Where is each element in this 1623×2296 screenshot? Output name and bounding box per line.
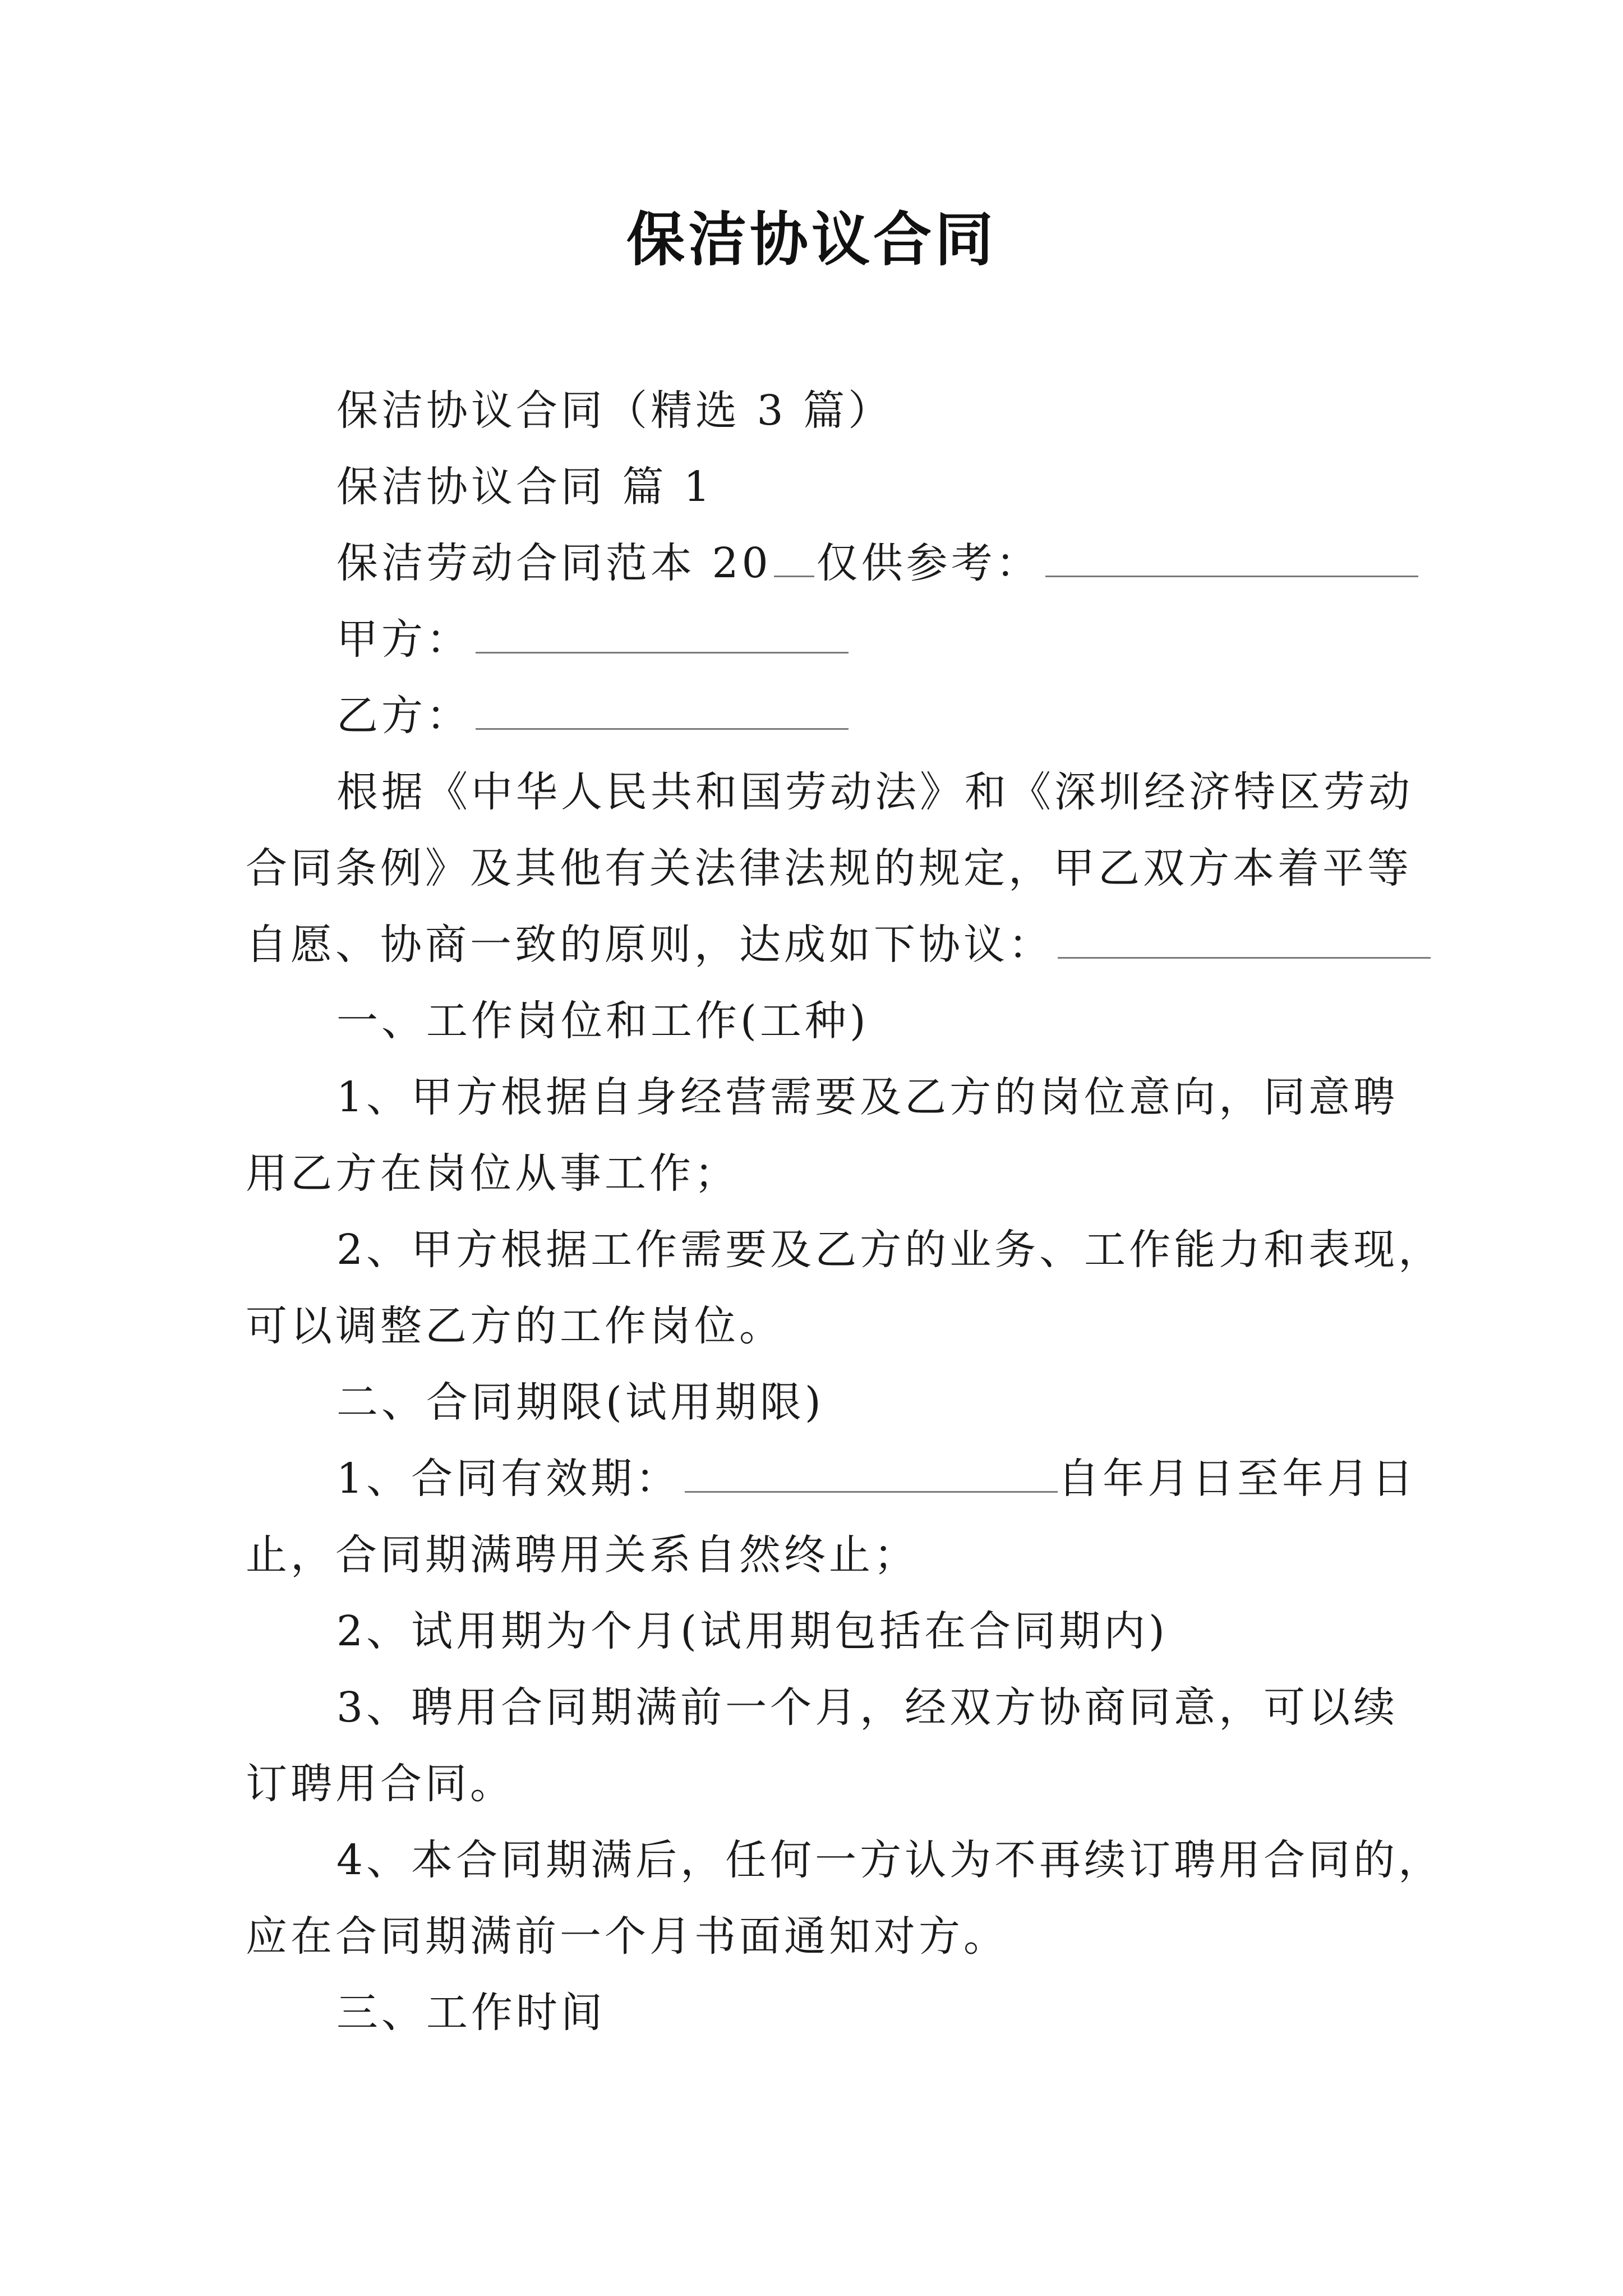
party-a-label: 甲方： — [336, 615, 471, 664]
paragraph-line — [246, 911, 1431, 978]
section-heading: 二、合同期限(试用期限) — [336, 1378, 824, 1427]
paragraph-line: 订聘用合同。 — [246, 1760, 515, 1808]
paragraph-line — [336, 606, 849, 673]
document-title: 保洁协议合同 — [626, 205, 997, 274]
fill-in-blank — [476, 616, 849, 654]
paragraph-line: 根据《中华人民共和国劳动法》和《深圳经济特区劳动 — [336, 768, 1413, 816]
fill-in-blank — [476, 692, 849, 730]
fill-in-blank — [1045, 540, 1418, 577]
paragraph-line — [336, 682, 849, 749]
paragraph-text: 自愿、协商一致的原则，达成如下协议： — [246, 921, 1053, 969]
fill-in-blank — [685, 1455, 1058, 1493]
section-heading: 三、工作时间 — [336, 1989, 606, 2037]
section-heading: 一、工作岗位和工作(工种) — [336, 997, 869, 1045]
paragraph-line: 2、甲方根据工作需要及乙方的业务、工作能力和表现， — [336, 1226, 1444, 1274]
fill-in-blank — [774, 540, 814, 577]
paragraph-line: 合同条例》及其他有关法律法规的规定，甲乙双方本着平等 — [246, 844, 1412, 892]
paragraph-text: 1、合同有效期： — [336, 1455, 681, 1503]
paragraph-line: 1、甲方根据自身经营需要及乙方的岗位意向，同意聘 — [336, 1073, 1399, 1121]
paragraph-line: 3、聘用合同期满前一个月，经双方协商同意，可以续 — [336, 1683, 1399, 1732]
paragraph-line: 用乙方在岗位从事工作； — [246, 1149, 739, 1198]
party-b-label: 乙方： — [336, 692, 471, 740]
paragraph-line — [336, 530, 1418, 597]
paragraph-text: 仅供参考： — [816, 539, 1041, 587]
paragraph-line: 保洁协议合同 篇 1 — [336, 463, 714, 511]
paragraph-line — [336, 1445, 1417, 1512]
paragraph-line: 2、试用期为个月(试用期包括在合同期内) — [336, 1607, 1168, 1655]
paragraph-line: 保洁协议合同（精选 3 篇） — [336, 386, 893, 435]
fill-in-blank — [1058, 921, 1431, 959]
paragraph-line: 4、本合同期满后，任何一方认为不再续订聘用合同的， — [336, 1836, 1444, 1884]
paragraph-line: 止，合同期满聘用关系自然终止； — [246, 1531, 919, 1579]
paragraph-text: 保洁劳动合同范本 20 — [336, 539, 772, 587]
paragraph-line: 可以调整乙方的工作岗位。 — [246, 1302, 784, 1350]
paragraph-line: 应在合同期满前一个月书面通知对方。 — [246, 1912, 1008, 1961]
paragraph-text: 自年月日至年月日 — [1058, 1455, 1417, 1503]
